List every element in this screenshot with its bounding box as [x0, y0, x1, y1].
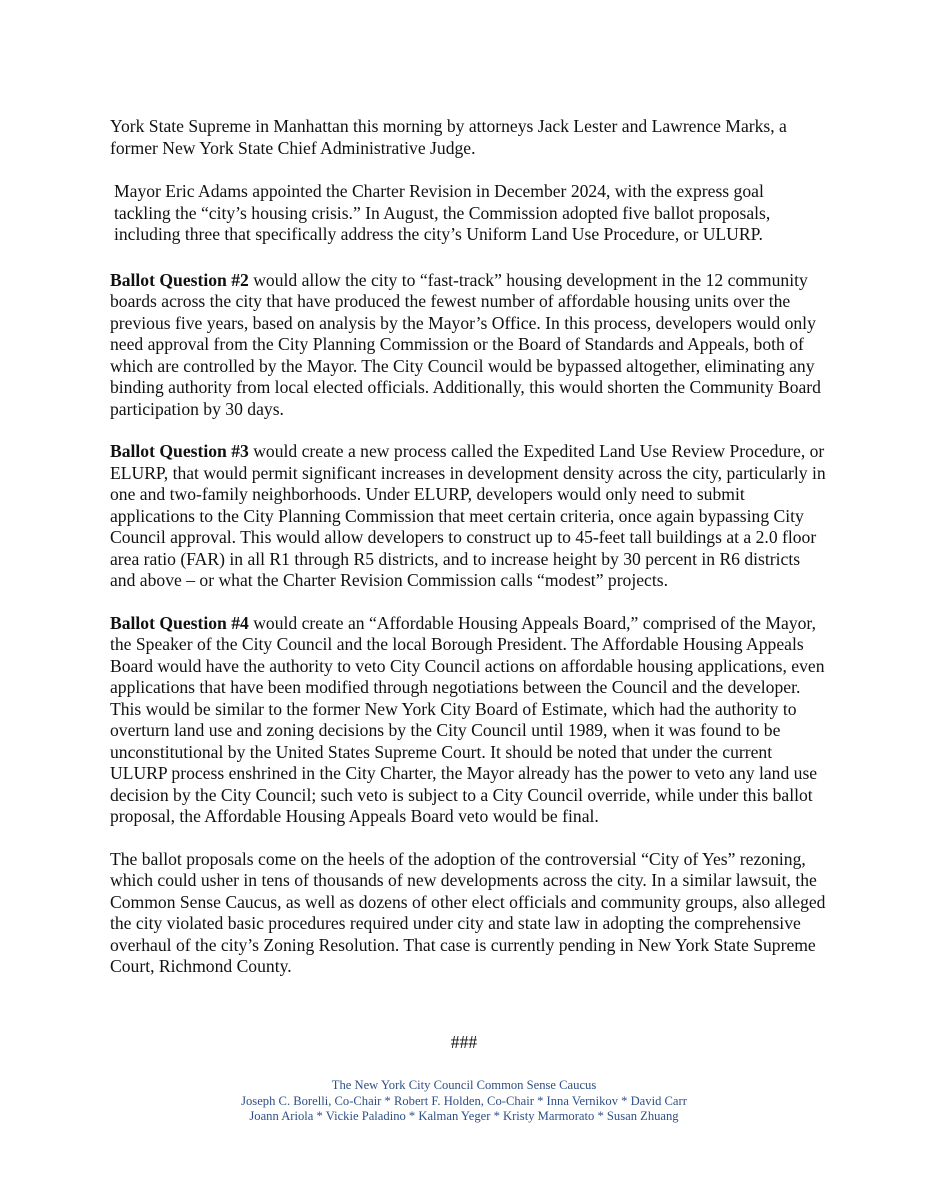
- charter-revision-paragraph: Mayor Eric Adams appointed the Charter Revision in December 2024, with the express goal tackling the “city’s housing crisis.” In August, the Commission adopted five ballot proposals, including three that specifically address the city’s Uniform Land Use Procedure, or ULURP.: [114, 181, 771, 244]
- footer-org-name: The New York City Council Common Sense Caucus: [331, 1078, 597, 1092]
- intro-paragraph: York State Supreme in Manhattan this morning by attorneys Jack Lester and Lawrence Marks, a former New York State Chief Administrative Judge.: [110, 116, 787, 158]
- ballot-question-3-text: would create a new process called the Expedited Land Use Review Procedure, or ELURP, that would permit significant increases in development density across the city, particularly in one and two-family neighborhoods. Under ELURP, developers would only need to submit applications to the City Planning Commission that meet certain criteria, once again bypassing City Council approval. This would allow developers to construct up to 45-feet tall buildings at a 2.0 floor area ratio (FAR) in all R1 through R5 districts, and to increase height by 30 percent in R6 districts and above – or what the Charter Revision Commission calls “modest” projects.: [110, 441, 826, 590]
- ballot-question-2-heading: Ballot Question #2: [110, 269, 249, 290]
- ballot-question-4-heading: Ballot Question #4: [110, 612, 249, 633]
- ballot-question-4-paragraph: [110, 613, 826, 828]
- ballot-question-4-text: would create an “Affordable Housing Appeals Board,” comprised of the Mayor, the Speaker of the City Council and the local Borough President. The Affordable Housing Appeals Board would have the authority to veto City Council actions on affordable housing applications, even applications that have been modified through negotiations between the Council and the developer. This would be similar to the former New York City Board of Estimate, which had the authority to overturn land use and zoning decisions by the City Council until 1989, when it was found to be unconstitutional by the United States Supreme Court. It should be noted that under the current ULURP process enshrined in the City Charter, the Mayor already has the power to veto any land use decision by the City Council; such veto is subject to a City Council override, while under this ballot proposal, the Affordable Housing Appeals Board veto would be final.: [110, 612, 825, 826]
- footer-members-line-1: Joseph C. Borelli, Co-Chair * Robert F. Holden, Co-Chair * Inna Vernikov * David Carr: [241, 1093, 687, 1108]
- end-marker: ###: [450, 1032, 478, 1052]
- ballot-question-2-text: would allow the city to “fast-track” housing development in the 12 community boards across the city that have produced the fewest number of affordable housing units over the previous five years, based on analysis by the Mayor’s Office. In this process, developers would only need approval from the City Planning Commission or the Board of Standards and Appeals, both of which are controlled by the Mayor. The City Council would be bypassed altogether, eliminating any binding authority from local elected officials. Additionally, this would shorten the Community Board participation by 30 days.: [110, 269, 821, 419]
- press-release-body: [110, 116, 826, 999]
- ballot-question-3-paragraph: [110, 441, 826, 592]
- ballot-question-3-heading: Ballot Question #3: [110, 441, 249, 461]
- footer-members-line-2: Joann Ariola * Vickie Paladino * Kalman Yeger * Kristy Marmorato * Susan Zhuang: [249, 1109, 679, 1123]
- caucus-footer: [0, 1078, 928, 1125]
- closing-paragraph: The ballot proposals come on the heels of the adoption of the controversial “City of Yes” rezoning, which could usher in tens of thousands of new developments across the city. In a similar lawsuit, the Common Sense Caucus, as well as dozens of other elect officials and community groups, also alleged the city violated basic procedures required under city and state law in adopting the comprehensive overhaul of the city’s Zoning Resolution. That case is currently pending in New York State Supreme Court, Richmond County.: [110, 848, 826, 976]
- ballot-question-2-paragraph: [110, 270, 826, 421]
